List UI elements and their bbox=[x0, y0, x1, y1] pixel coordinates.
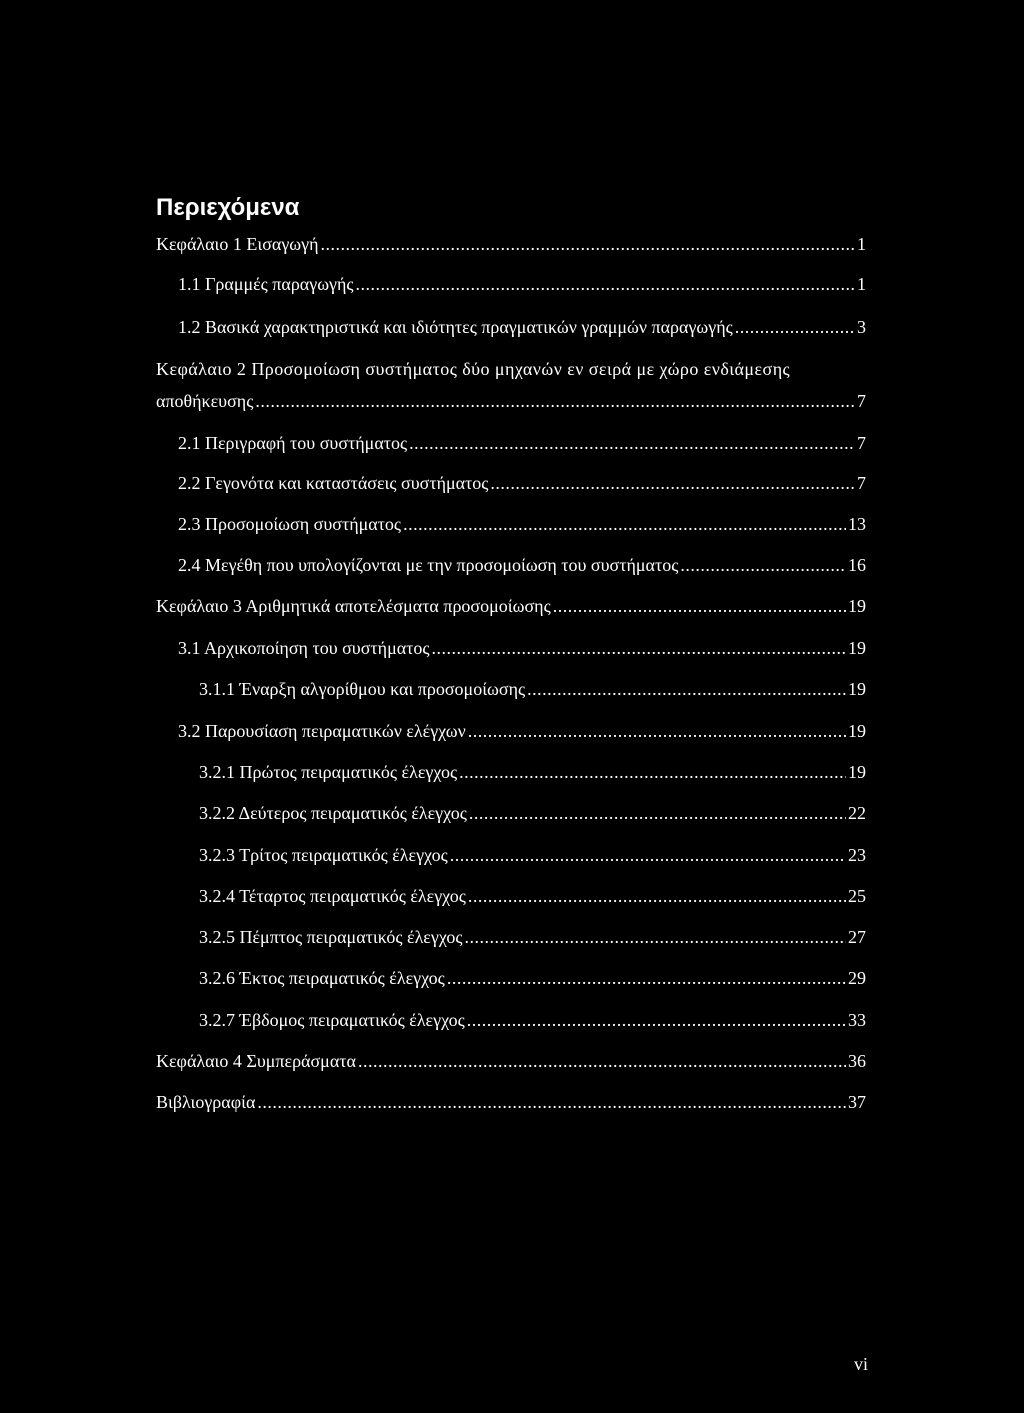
toc-entry-label: 3.2.5 Πέμπτος πειραματικός έλεγχος bbox=[199, 927, 463, 947]
toc-entry-page: 19 bbox=[848, 762, 866, 782]
toc-entry[interactable] bbox=[156, 1090, 866, 1114]
toc-entry-label: 3.2.4 Τέταρτος πειραματικός έλεγχος bbox=[199, 886, 466, 906]
toc-entry-label-line2: αποθήκευσης bbox=[156, 391, 254, 411]
toc-entry-label: 1.2 Βασικά χαρακτηριστικά και ιδιότητες πραγματικών γραμμών παραγωγής bbox=[178, 317, 733, 337]
toc-entry-page: 3 bbox=[857, 317, 866, 337]
toc-entry-page: 19 bbox=[848, 596, 866, 616]
toc-entry-page: 1 bbox=[857, 274, 866, 294]
toc-leader-dots bbox=[468, 884, 846, 908]
toc-entry-page: 16 bbox=[848, 555, 866, 575]
toc-entry[interactable] bbox=[199, 677, 866, 701]
toc-entry-page: 36 bbox=[848, 1051, 866, 1071]
toc-entry[interactable] bbox=[156, 594, 866, 618]
toc-entry-page: 7 bbox=[857, 391, 866, 411]
toc-entry[interactable] bbox=[178, 636, 866, 660]
toc-entry-label: Βιβλιογραφία bbox=[156, 1092, 256, 1112]
toc-entry[interactable] bbox=[178, 719, 866, 743]
toc-entry-label: 3.2.1 Πρώτος πειραματικός έλεγχος bbox=[199, 762, 458, 782]
toc-entry-label: 3.2.7 Έβδομος πειραματικός έλεγχος bbox=[199, 1010, 465, 1030]
toc-entry[interactable] bbox=[178, 315, 866, 339]
toc-entry[interactable] bbox=[199, 760, 866, 784]
toc-entry-label: 2.1 Περιγραφή του συστήματος bbox=[178, 433, 408, 453]
toc-entry[interactable] bbox=[178, 553, 866, 577]
toc-leader-dots bbox=[255, 389, 855, 413]
toc-entry-continuation bbox=[156, 389, 866, 413]
toc-leader-dots bbox=[257, 1090, 846, 1114]
toc-entry-label: Κεφάλαιο 1 Εισαγωγή bbox=[156, 234, 319, 254]
toc-entry[interactable] bbox=[156, 232, 866, 256]
toc-leader-dots bbox=[490, 471, 855, 495]
toc-entry-page: 22 bbox=[848, 803, 866, 823]
toc-leader-dots bbox=[432, 636, 846, 660]
toc-entry-page: 33 bbox=[848, 1010, 866, 1030]
toc-entry-label: Κεφάλαιο 4 Συμπεράσματα bbox=[156, 1051, 356, 1071]
toc-leader-dots bbox=[358, 1049, 846, 1073]
toc-title: Περιεχόμενα bbox=[156, 194, 300, 221]
toc-entry[interactable] bbox=[199, 843, 866, 867]
toc-entry-page: 1 bbox=[857, 234, 866, 254]
toc-entry[interactable] bbox=[199, 966, 866, 990]
toc-entry-page: 19 bbox=[848, 638, 866, 658]
toc-entry[interactable] bbox=[178, 512, 866, 536]
toc-leader-dots bbox=[468, 719, 846, 743]
toc-entry-label: 3.2 Παρουσίαση πειραματικών ελέγχων bbox=[178, 721, 466, 741]
toc-entry-label: Κεφάλαιο 3 Αριθμητικά αποτελέσματα προσομοίωσης bbox=[156, 596, 551, 616]
toc-entry-page: 13 bbox=[848, 514, 866, 534]
toc-entry-label: 3.2.3 Τρίτος πειραματικός έλεγχος bbox=[199, 845, 448, 865]
toc-leader-dots bbox=[735, 315, 855, 339]
toc-entry-page: 19 bbox=[848, 721, 866, 741]
toc-leader-dots bbox=[459, 760, 846, 784]
toc-entry-page: 29 bbox=[848, 968, 866, 988]
toc-entry[interactable] bbox=[178, 272, 866, 296]
toc-entry-label: 2.3 Προσομοίωση συστήματος bbox=[178, 514, 402, 534]
toc-entry-label: 1.1 Γραμμές παραγωγής bbox=[178, 274, 354, 294]
toc-entry[interactable] bbox=[199, 884, 866, 908]
toc-entry-label: 2.2 Γεγονότα και καταστάσεις συστήματος bbox=[178, 473, 489, 493]
toc-entry[interactable] bbox=[199, 925, 866, 949]
toc-entry[interactable] bbox=[156, 1049, 866, 1073]
page-number: vi bbox=[853, 1354, 868, 1374]
toc-entry-page: 37 bbox=[848, 1092, 866, 1112]
toc-entry[interactable] bbox=[178, 431, 866, 455]
toc-entry[interactable] bbox=[199, 1008, 866, 1032]
toc-entry-page: 19 bbox=[848, 679, 866, 699]
toc-entry[interactable] bbox=[199, 801, 866, 825]
toc-leader-dots bbox=[447, 966, 846, 990]
toc-entry-label: 3.2.2 Δεύτερος πειραματικός έλεγχος bbox=[199, 803, 467, 823]
toc-entry[interactable] bbox=[178, 471, 866, 495]
toc-leader-dots bbox=[469, 801, 846, 825]
toc-entry-page: 7 bbox=[857, 473, 866, 493]
toc-leader-dots bbox=[680, 553, 846, 577]
toc-entry-page: 25 bbox=[848, 886, 866, 906]
toc-leader-dots bbox=[553, 594, 846, 618]
toc-leader-dots bbox=[450, 843, 846, 867]
toc-entry-label-line1: Κεφάλαιο 2 Προσομοίωση συστήματος δύο μηχανών εν σειρά με χώρο ενδιάμεσης bbox=[156, 359, 791, 379]
toc-leader-dots bbox=[467, 1008, 846, 1032]
toc-entry-page: 27 bbox=[848, 927, 866, 947]
toc-entry-label: 2.4 Μεγέθη που υπολογίζονται με την προσομοίωση του συστήματος bbox=[178, 555, 679, 575]
toc-leader-dots bbox=[356, 272, 855, 296]
toc-leader-dots bbox=[321, 232, 855, 256]
toc-entry-label: 3.1 Αρχικοποίηση του συστήματος bbox=[178, 638, 430, 658]
toc-entry-label: 3.1.1 Έναρξη αλγορίθμου και προσομοίωσης bbox=[199, 679, 526, 699]
toc-leader-dots bbox=[465, 925, 846, 949]
toc-entry-page: 7 bbox=[857, 433, 866, 453]
toc-entry[interactable] bbox=[156, 357, 866, 413]
toc-entry-label: 3.2.6 Έκτος πειραματικός έλεγχος bbox=[199, 968, 445, 988]
toc-leader-dots bbox=[409, 431, 855, 455]
toc-entry-page: 23 bbox=[848, 845, 866, 865]
toc-leader-dots bbox=[403, 512, 846, 536]
toc-leader-dots bbox=[527, 677, 846, 701]
